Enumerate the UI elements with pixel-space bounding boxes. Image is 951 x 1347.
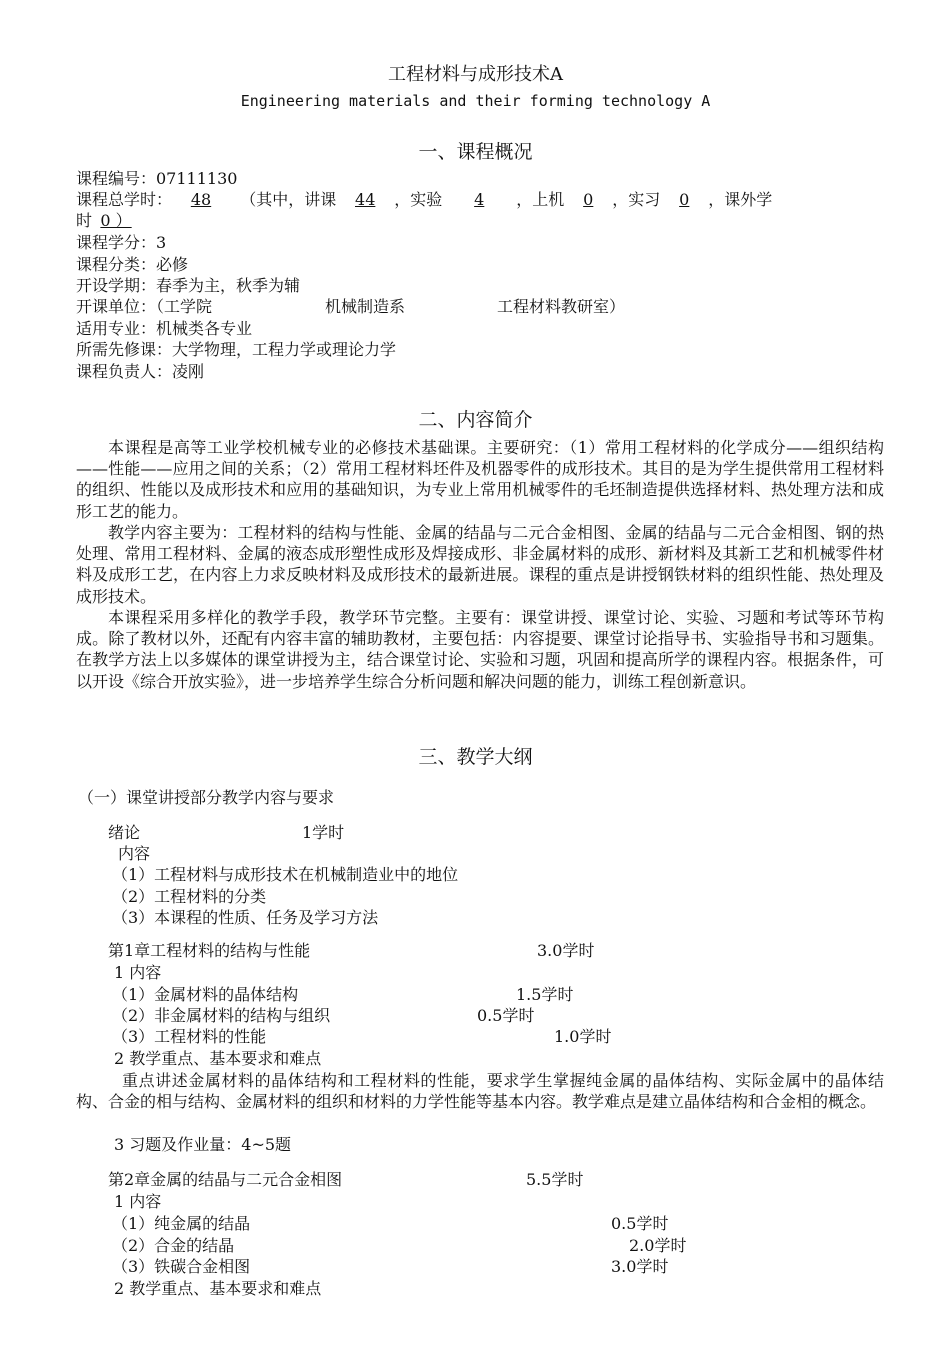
- ch2-item-3: （3）铁碳合金相图: [112, 1257, 251, 1276]
- hours-lecture: 44: [355, 190, 376, 209]
- ch1-item-3: （3）工程材料的性能: [112, 1027, 267, 1046]
- hours-mid3: ，上机: [516, 190, 565, 209]
- course-credits: 课程学分：3: [76, 233, 167, 252]
- hours-mid2: ，实验: [394, 190, 443, 209]
- hours-computer: 0: [583, 190, 594, 209]
- ch1-item-1-hours: 1.5学时: [516, 985, 574, 1004]
- unit-office: 工程材料教研室）: [497, 297, 626, 316]
- ch2-item-2-hours: 2.0学时: [629, 1236, 687, 1255]
- unit-prefix: 开课单位：（工学院: [76, 297, 213, 316]
- section-heading-syllabus: 三、教学大纲: [418, 746, 533, 768]
- ch1-key-text: 重点讲述金属材料的晶体结构和工程材料的性能，要求学生掌握纯金属的晶体结构、实际金属中的晶体结构、合金的相与结构、金属材料的组织和材料的力学性能等基本内容。教学难点是建立晶体结构和合金相的概念。: [76, 1071, 884, 1112]
- intro-title: 绪论: [108, 823, 141, 842]
- ch1-key-label: 2 教学重点、基本要求和难点: [114, 1049, 322, 1068]
- hours-extra: 0 ）: [100, 211, 132, 230]
- ch2-hours: 5.5学时: [526, 1170, 584, 1189]
- course-unit-line: [76, 296, 212, 317]
- intro-hours: 1学时: [302, 823, 345, 842]
- unit-dept: 机械制造系: [325, 297, 406, 316]
- hours-lab: 4: [474, 190, 485, 209]
- ch1-homework: 3 习题及作业量：4~5题: [114, 1135, 292, 1154]
- hours-mid5: ，课外学: [708, 190, 773, 209]
- hours-line2-prefix: 时: [76, 211, 93, 230]
- ch2-content-label: 1 内容: [114, 1192, 162, 1211]
- ch1-content-label: 1 内容: [114, 963, 162, 982]
- section-heading-summary: 二、内容简介: [418, 409, 533, 431]
- ch1-title: 第1章工程材料的结构与性能: [108, 941, 311, 960]
- course-category: 课程分类：必修: [76, 255, 189, 274]
- intro-item-3: （3）本课程的性质、任务及学习方法: [112, 908, 379, 927]
- syllabus-subheading: （一）课堂讲授部分教学内容与要求: [78, 788, 335, 807]
- course-hours-line2: [76, 210, 140, 231]
- course-leader: 课程负责人：凌刚: [76, 362, 205, 381]
- course-code: 课程编号：07111130: [76, 169, 238, 188]
- section-heading-overview: 一、课程概况: [418, 141, 533, 163]
- intro-content-label: 内容: [118, 844, 151, 863]
- hours-mid4: ，实习: [612, 190, 661, 209]
- ch1-item-2-hours: 0.5学时: [477, 1006, 535, 1025]
- ch1-item-1: （1）金属材料的晶体结构: [112, 985, 299, 1004]
- intro-item-2: （2）工程材料的分类: [112, 887, 267, 906]
- course-majors: 适用专业：机械类各专业: [76, 319, 253, 338]
- ch1-hours: 3.0学时: [537, 941, 595, 960]
- course-subtitle: Engineering materials and their forming technology A: [240, 92, 711, 110]
- ch2-key-label: 2 教学重点、基本要求和难点: [114, 1279, 322, 1298]
- ch2-title: 第2章金属的结晶与二元合金相图: [108, 1170, 343, 1189]
- ch1-item-3-hours: 1.0学时: [554, 1027, 612, 1046]
- summary-paragraph-3: 本课程采用多样化的教学手段，教学环节完整。主要有：课堂讲授、课堂讨论、实验、习题和考试等环节构成。除了教材以外，还配有内容丰富的辅助教材，主要包括：内容提要、课堂讨论指导书、实验指导书和习题集。在教学方法上以多媒体的课堂讲授为主，结合课堂讨论、实验和习题，巩固和提高所学的课程内容。根据条件，可以开设《综合开放实验》，进一步培养学生综合分析问题和解决问题的能力，训练工程创新意识。: [76, 608, 884, 691]
- course-hours-line: [76, 189, 772, 210]
- hours-mid1: （其中，讲课: [240, 190, 337, 209]
- summary-paragraph-2: 教学内容主要为：工程材料的结构与性能、金属的结晶与二元合金相图、金属的结晶与二元合金相图、钢的热处理、常用工程材料、金属的液态成形塑性成形及焊接成形、非金属材料的成形、新材料及其新工艺和机械零件材料及成形工艺，在内容上力求反映材料及成形技术的最新进展。课程的重点是讲授钢铁材料的组织性能、热处理及成形技术。: [76, 523, 884, 606]
- intro-item-1: （1）工程材料与成形技术在机械制造业中的地位: [112, 865, 459, 884]
- hours-prefix: 课程总学时：: [76, 190, 173, 209]
- ch1-item-2: （2）非金属材料的结构与组织: [112, 1006, 331, 1025]
- ch2-item-3-hours: 3.0学时: [611, 1257, 669, 1276]
- hours-practice: 0: [679, 190, 690, 209]
- course-semester: 开设学期：春季为主，秋季为辅: [76, 276, 301, 295]
- course-title: 工程材料与成形技术A: [388, 64, 563, 85]
- ch2-item-2: （2）合金的结晶: [112, 1236, 235, 1255]
- summary-paragraph-1: 本课程是高等工业学校机械专业的必修技术基础课。主要研究：（1）常用工程材料的化学成分——组织结构——性能——应用之间的关系；（2）常用工程材料坯件及机器零件的成形技术。其目的是为学生提供常用工程材料的组织、性能以及成形技术和应用的基础知识，为专业上常用机械零件的毛坯制造提供选择材料、热处理方法和成形工艺的能力。: [76, 438, 884, 521]
- ch2-item-1-hours: 0.5学时: [611, 1214, 669, 1233]
- course-prereq: 所需先修课：大学物理，工程力学或理论力学: [76, 340, 397, 359]
- hours-total: 48: [190, 190, 212, 209]
- ch2-item-1: （1）纯金属的结晶: [112, 1214, 251, 1233]
